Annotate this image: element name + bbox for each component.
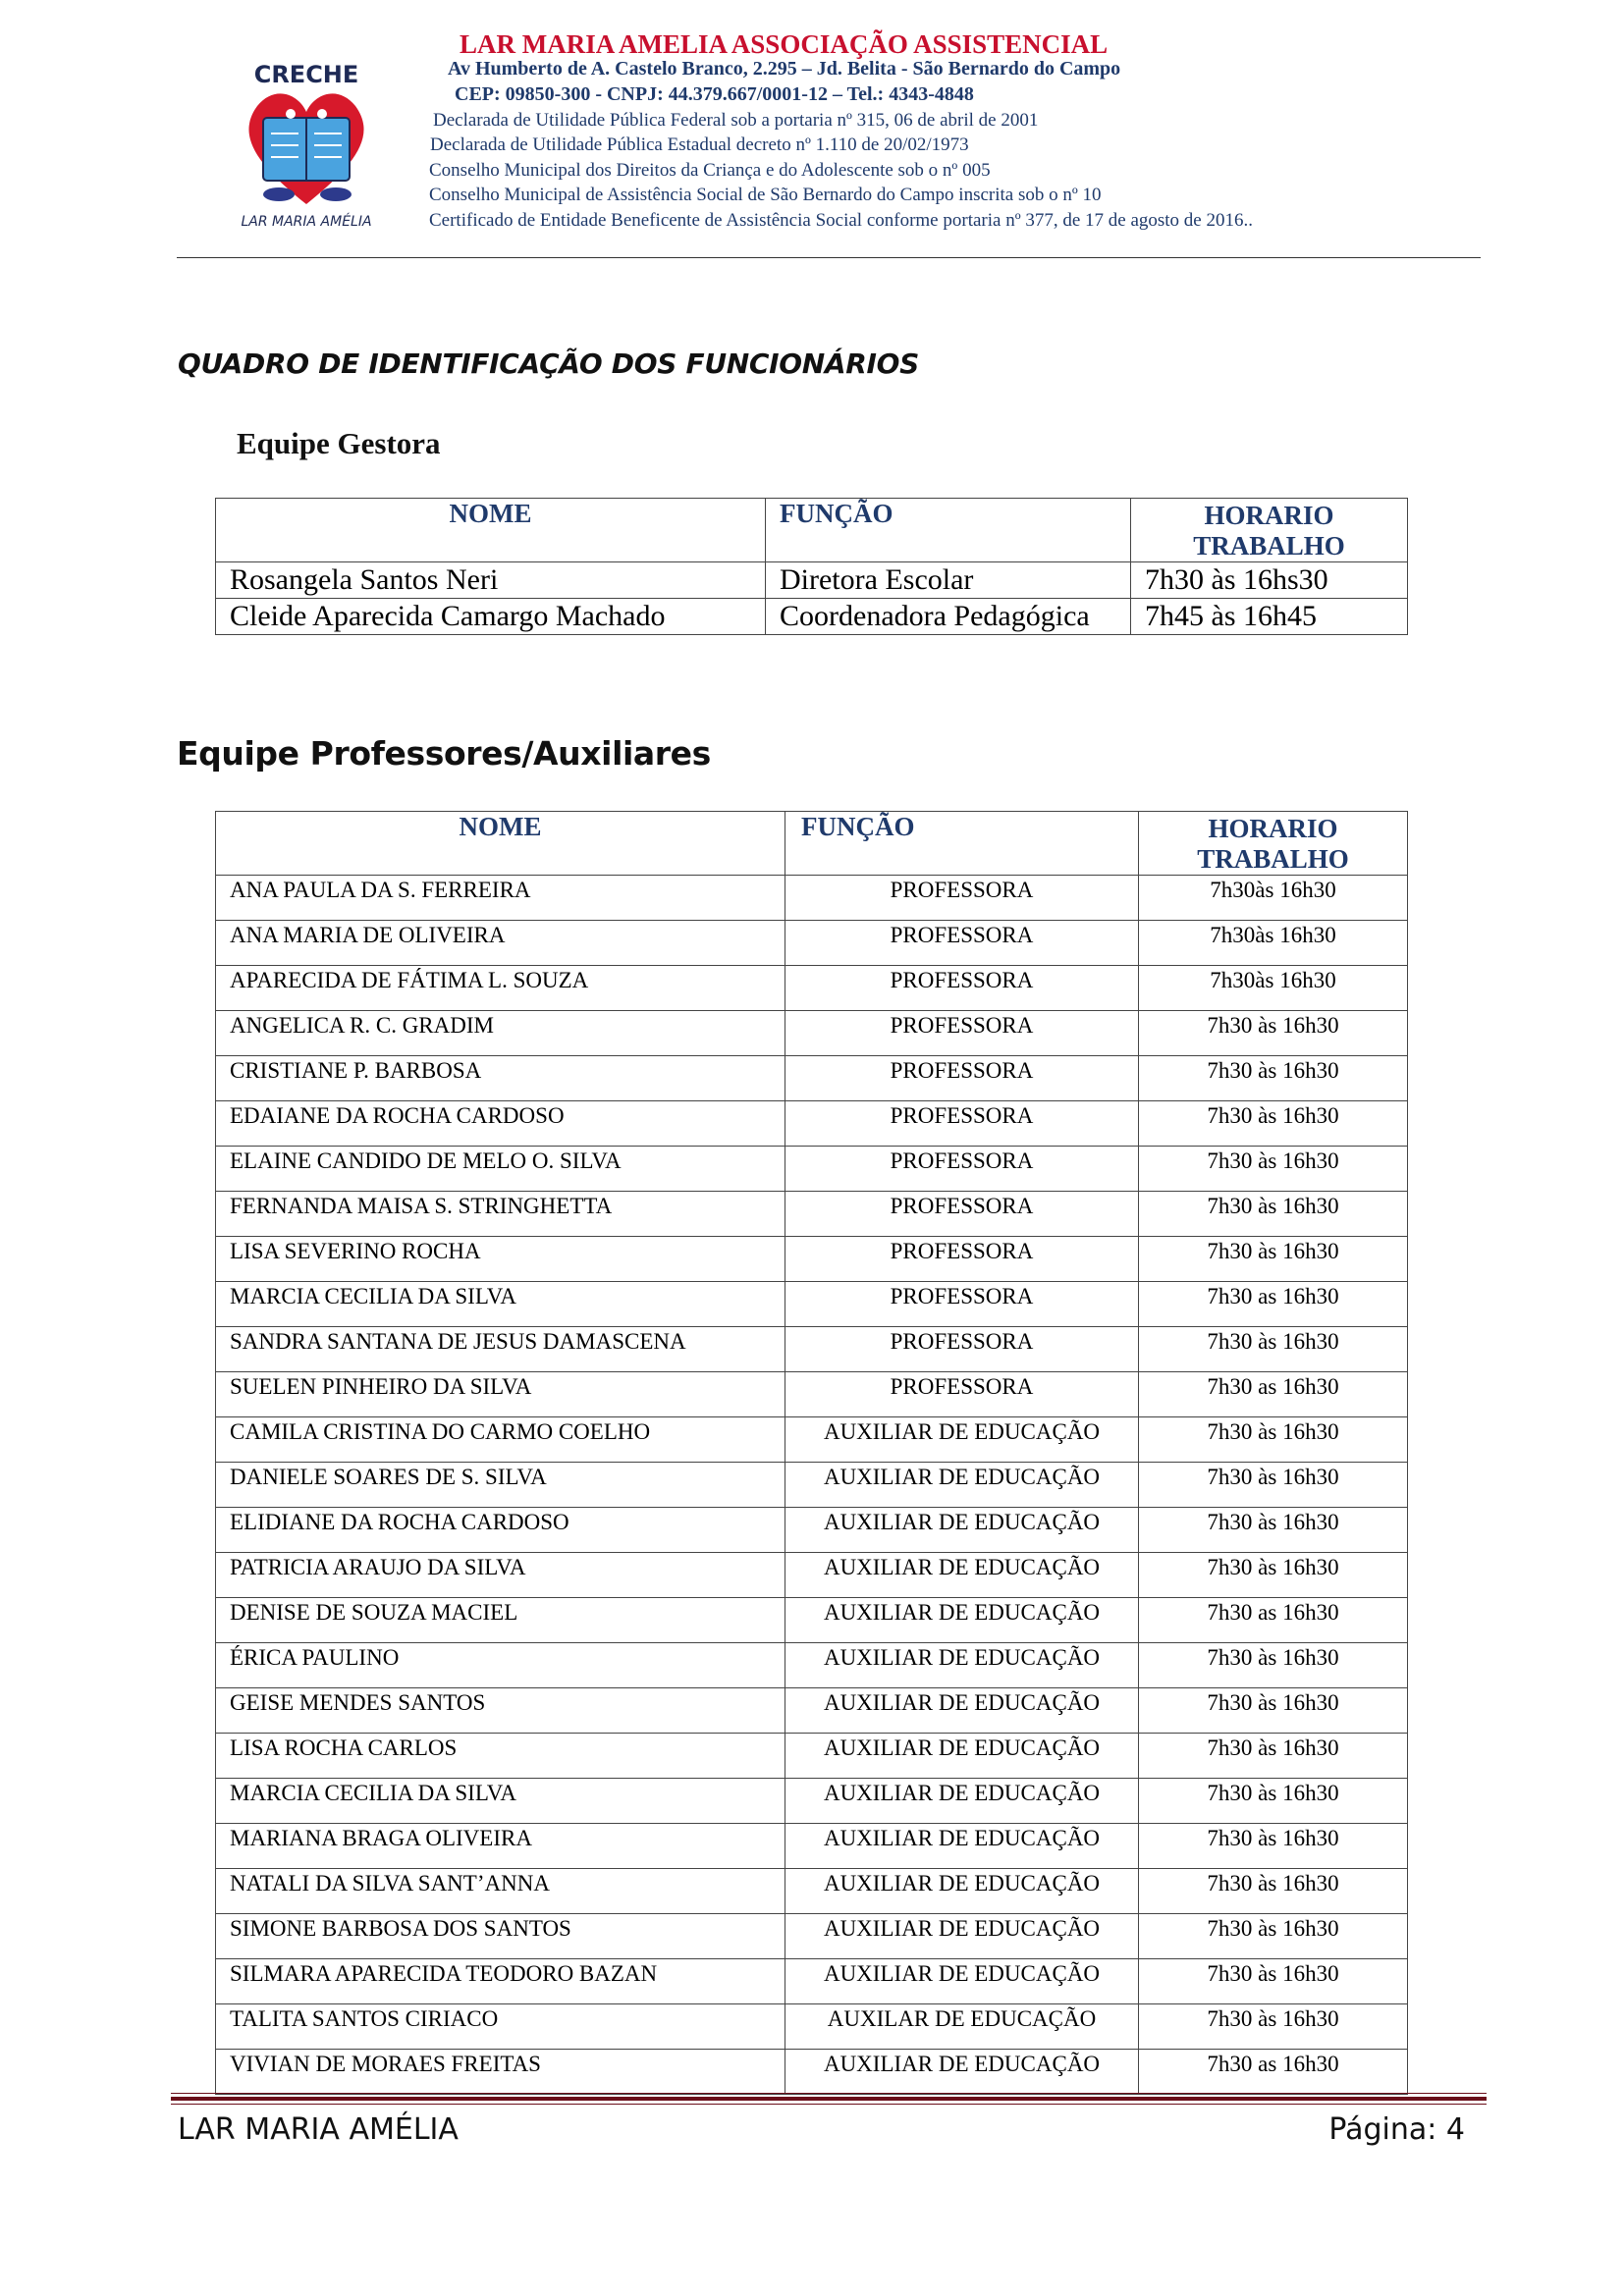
cell-nome: ANA MARIA DE OLIVEIRA — [216, 921, 785, 966]
table-row — [216, 2004, 1408, 2050]
org-cep-cnpj-phone: CEP: 09850-300 - CNPJ: 44.379.667/0001-12 – Tel.: 4343-4848 — [455, 83, 974, 105]
cell-funcao: AUXILIAR DE EDUCAÇÃO — [785, 1598, 1139, 1643]
table-row — [216, 1824, 1408, 1869]
footer-org-name: LAR MARIA AMÉLIA — [178, 2112, 459, 2147]
col-header-horario-line2: TRABALHO — [1193, 531, 1345, 561]
table-row — [216, 1869, 1408, 1914]
cell-horario: 7h30 às 16h30 — [1139, 1101, 1408, 1147]
cell-horario: 7h30 às 16h30 — [1139, 1192, 1408, 1237]
cell-funcao: AUXILIAR DE EDUCAÇÃO — [785, 1417, 1139, 1463]
cell-horario: 7h30 às 16hs30 — [1131, 562, 1408, 599]
cell-nome: VIVIAN DE MORAES FREITAS — [216, 2050, 785, 2095]
cell-nome: SIMONE BARBOSA DOS SANTOS — [216, 1914, 785, 1959]
cell-horario: 7h30 as 16h30 — [1139, 1372, 1408, 1417]
table-row — [216, 876, 1408, 921]
cell-funcao: AUXILIAR DE EDUCAÇÃO — [785, 1869, 1139, 1914]
cell-funcao: AUXILIAR DE EDUCAÇÃO — [785, 1734, 1139, 1779]
table-row — [216, 1598, 1408, 1643]
cell-nome: ELIDIANE DA ROCHA CARDOSO — [216, 1508, 785, 1553]
cell-funcao: AUXILIAR DE EDUCAÇÃO — [785, 1643, 1139, 1688]
cell-horario: 7h30às 16h30 — [1139, 966, 1408, 1011]
cell-horario: 7h30 às 16h30 — [1139, 1779, 1408, 1824]
cell-funcao: AUXILIAR DE EDUCAÇÃO — [785, 2050, 1139, 2095]
cell-funcao: PROFESSORA — [785, 1237, 1139, 1282]
cell-horario: 7h30 às 16h30 — [1139, 1327, 1408, 1372]
org-address: Av Humberto de A. Castelo Branco, 2.295 – Jd. Belita - São Bernardo do Campo — [448, 58, 1121, 80]
cell-nome: Rosangela Santos Neri — [216, 562, 766, 599]
table-row — [216, 1372, 1408, 1417]
cell-nome: PATRICIA ARAUJO DA SILVA — [216, 1553, 785, 1598]
cell-horario: 7h30 às 16h30 — [1139, 1056, 1408, 1101]
cell-nome: ÉRICA PAULINO — [216, 1643, 785, 1688]
footer-divider — [171, 2097, 1487, 2101]
col-header-nome: NOME — [216, 812, 785, 876]
col-header-funcao: FUNÇÃO — [766, 499, 1131, 562]
cell-horario: 7h30 às 16h30 — [1139, 1869, 1408, 1914]
table-row — [216, 1147, 1408, 1192]
cell-horario: 7h30 às 16h30 — [1139, 1688, 1408, 1734]
logo-text-bottom: LAR MARIA AMÉLIA — [241, 214, 372, 230]
table-row — [216, 1192, 1408, 1237]
cell-nome: CAMILA CRISTINA DO CARMO COELHO — [216, 1417, 785, 1463]
table-row — [216, 1643, 1408, 1688]
cell-nome: ANA PAULA DA S. FERREIRA — [216, 876, 785, 921]
table-header-row — [216, 812, 1408, 876]
table-professores — [215, 811, 1408, 2095]
cell-horario: 7h30 às 16h30 — [1139, 1147, 1408, 1192]
cell-funcao: AUXILIAR DE EDUCAÇÃO — [785, 1914, 1139, 1959]
document-title: QUADRO DE IDENTIFICAÇÃO DOS FUNCIONÁRIOS — [178, 347, 920, 380]
certificado: Certificado de Entidade Beneficente de Assistência Social conforme portaria nº 377, de 17 de agosto de 2016.. — [429, 210, 1253, 231]
cell-funcao: AUXILAR DE EDUCAÇÃO — [785, 2004, 1139, 2050]
cell-horario: 7h30 às 16h30 — [1139, 1417, 1408, 1463]
cell-nome: DANIELE SOARES DE S. SILVA — [216, 1463, 785, 1508]
cell-horario: 7h30 às 16h30 — [1139, 1237, 1408, 1282]
cell-funcao: PROFESSORA — [785, 966, 1139, 1011]
cell-funcao: PROFESSORA — [785, 1147, 1139, 1192]
cell-horario: 7h30às 16h30 — [1139, 921, 1408, 966]
decl-federal: Declarada de Utilidade Pública Federal sob a portaria nº 315, 06 de abril de 2001 — [433, 110, 1039, 131]
cell-horario: 7h30 às 16h30 — [1139, 1959, 1408, 2004]
table-gestora — [215, 498, 1408, 635]
table-row — [216, 1056, 1408, 1101]
cell-horario: 7h30 às 16h30 — [1139, 1734, 1408, 1779]
cell-horario: 7h30 às 16h30 — [1139, 1824, 1408, 1869]
table-row — [216, 1282, 1408, 1327]
table-row — [216, 1553, 1408, 1598]
table-row — [216, 1417, 1408, 1463]
cell-horario: 7h30 as 16h30 — [1139, 2050, 1408, 2095]
cell-funcao: PROFESSORA — [785, 876, 1139, 921]
cell-horario: 7h30às 16h30 — [1139, 876, 1408, 921]
table-row — [216, 562, 1408, 599]
cell-horario: 7h30 às 16h30 — [1139, 1508, 1408, 1553]
cell-nome: DENISE DE SOUZA MACIEL — [216, 1598, 785, 1643]
cell-horario: 7h30 as 16h30 — [1139, 1282, 1408, 1327]
cell-nome: ELAINE CANDIDO DE MELO O. SILVA — [216, 1147, 785, 1192]
col-header-funcao: FUNÇÃO — [785, 812, 1139, 876]
table-row — [216, 921, 1408, 966]
table-row — [216, 1959, 1408, 2004]
cell-funcao: PROFESSORA — [785, 1327, 1139, 1372]
table-row — [216, 1508, 1408, 1553]
cell-funcao: PROFESSORA — [785, 1282, 1139, 1327]
creche-logo — [228, 57, 385, 234]
cell-horario: 7h30 às 16h30 — [1139, 1011, 1408, 1056]
cell-horario: 7h30 às 16h30 — [1139, 1553, 1408, 1598]
table-row — [216, 1463, 1408, 1508]
footer-page-number: Página: 4 — [1328, 2112, 1465, 2147]
section-heading-gestora: Equipe Gestora — [237, 426, 441, 460]
cell-nome: Cleide Aparecida Camargo Machado — [216, 599, 766, 635]
logo-text-top: CRECHE — [253, 61, 359, 88]
cell-nome: SUELEN PINHEIRO DA SILVA — [216, 1372, 785, 1417]
col-header-nome: NOME — [216, 499, 766, 562]
table-row — [216, 1779, 1408, 1824]
cell-funcao: AUXILIAR DE EDUCAÇÃO — [785, 1553, 1139, 1598]
decl-estadual: Declarada de Utilidade Pública Estadual decreto nº 1.110 de 20/02/1973 — [430, 134, 969, 155]
col-header-horario-line1: HORARIO — [1208, 814, 1338, 843]
cell-nome: NATALI DA SILVA SANT’ANNA — [216, 1869, 785, 1914]
section-heading-professores: Equipe Professores/Auxiliares — [177, 734, 711, 773]
cell-nome: LISA ROCHA CARLOS — [216, 1734, 785, 1779]
table-row — [216, 1237, 1408, 1282]
footer-divider — [171, 2093, 1487, 2094]
cell-nome: MARCIA CECILIA DA SILVA — [216, 1282, 785, 1327]
table-row — [216, 599, 1408, 635]
cell-funcao: PROFESSORA — [785, 1192, 1139, 1237]
table-row — [216, 1688, 1408, 1734]
cell-nome: APARECIDA DE FÁTIMA L. SOUZA — [216, 966, 785, 1011]
cell-horario: 7h30 às 16h30 — [1139, 1914, 1408, 1959]
cell-nome: ANGELICA R. C. GRADIM — [216, 1011, 785, 1056]
cell-nome: CRISTIANE P. BARBOSA — [216, 1056, 785, 1101]
header-divider — [177, 257, 1481, 258]
cell-horario: 7h30 às 16h30 — [1139, 2004, 1408, 2050]
conselho-assistencia: Conselho Municipal de Assistência Social de São Bernardo do Campo inscrita sob o nº 10 — [429, 185, 1102, 205]
table-row — [216, 1734, 1408, 1779]
cell-nome: LISA SEVERINO ROCHA — [216, 1237, 785, 1282]
footer-divider — [171, 2104, 1487, 2105]
cell-funcao: PROFESSORA — [785, 1101, 1139, 1147]
table-row — [216, 1101, 1408, 1147]
cell-nome: MARCIA CECILIA DA SILVA — [216, 1779, 785, 1824]
table-row — [216, 1327, 1408, 1372]
cell-funcao: AUXILIAR DE EDUCAÇÃO — [785, 1959, 1139, 2004]
table-body — [216, 876, 1408, 2095]
cell-funcao: AUXILIAR DE EDUCAÇÃO — [785, 1688, 1139, 1734]
col-header-horario-line1: HORARIO — [1204, 501, 1334, 530]
cell-horario: 7h30 as 16h30 — [1139, 1598, 1408, 1643]
table-row — [216, 1914, 1408, 1959]
cell-horario: 7h45 às 16h45 — [1131, 599, 1408, 635]
cell-funcao: AUXILIAR DE EDUCAÇÃO — [785, 1463, 1139, 1508]
table-row — [216, 966, 1408, 1011]
cell-nome: GEISE MENDES SANTOS — [216, 1688, 785, 1734]
org-name: LAR MARIA AMELIA ASSOCIAÇÃO ASSISTENCIAL — [460, 29, 1109, 59]
cell-horario: 7h30 às 16h30 — [1139, 1463, 1408, 1508]
col-header-horario-line2: TRABALHO — [1197, 844, 1349, 874]
cell-funcao: AUXILIAR DE EDUCAÇÃO — [785, 1824, 1139, 1869]
table-header-row — [216, 499, 1408, 562]
cell-funcao: Coordenadora Pedagógica — [766, 599, 1131, 635]
cell-horario: 7h30 às 16h30 — [1139, 1643, 1408, 1688]
cell-funcao: PROFESSORA — [785, 921, 1139, 966]
cell-funcao: AUXILIAR DE EDUCAÇÃO — [785, 1508, 1139, 1553]
cell-nome: EDAIANE DA ROCHA CARDOSO — [216, 1101, 785, 1147]
cell-nome: SILMARA APARECIDA TEODORO BAZAN — [216, 1959, 785, 2004]
cell-funcao: PROFESSORA — [785, 1011, 1139, 1056]
table-row — [216, 1011, 1408, 1056]
conselho-crianca: Conselho Municipal dos Direitos da Criança e do Adolescente sob o nº 005 — [429, 160, 991, 181]
cell-funcao: Diretora Escolar — [766, 562, 1131, 599]
cell-funcao: AUXILIAR DE EDUCAÇÃO — [785, 1779, 1139, 1824]
cell-funcao: PROFESSORA — [785, 1372, 1139, 1417]
col-header-horario — [1131, 499, 1408, 562]
cell-nome: SANDRA SANTANA DE JESUS DAMASCENA — [216, 1327, 785, 1372]
cell-nome: FERNANDA MAISA S. STRINGHETTA — [216, 1192, 785, 1237]
cell-funcao: PROFESSORA — [785, 1056, 1139, 1101]
cell-nome: TALITA SANTOS CIRIACO — [216, 2004, 785, 2050]
col-header-horario — [1139, 812, 1408, 876]
cell-nome: MARIANA BRAGA OLIVEIRA — [216, 1824, 785, 1869]
table-row — [216, 2050, 1408, 2095]
